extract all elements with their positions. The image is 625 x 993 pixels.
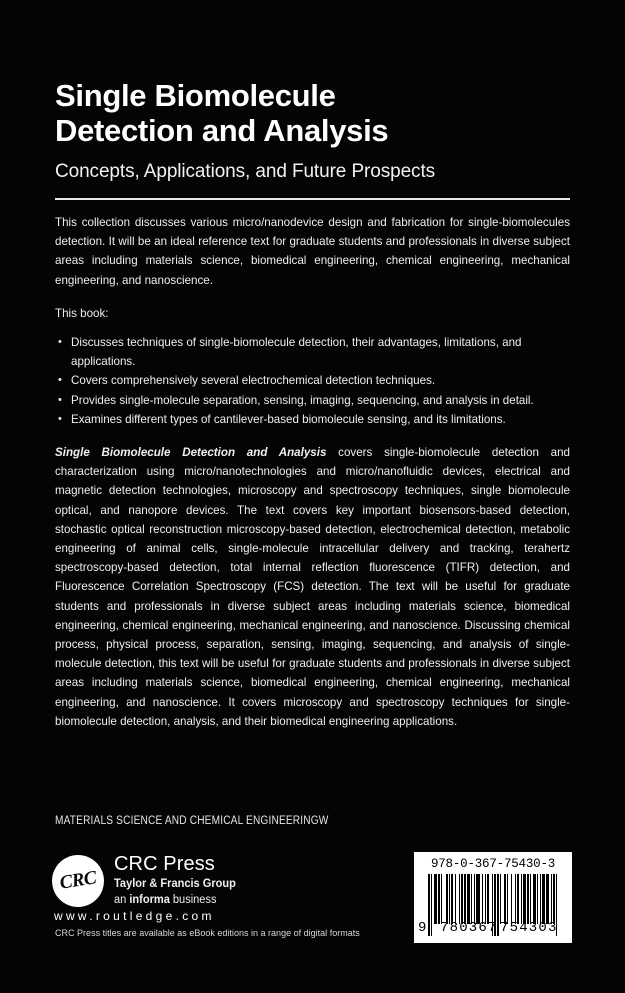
- description-lead-in: Single Biomolecule Detection and Analysis: [55, 446, 327, 460]
- title-divider: [55, 198, 570, 200]
- barcode-digits: [414, 920, 572, 940]
- barcode-bar: [533, 874, 536, 924]
- intro-paragraph: This collection discusses various micro/nanodevice design and fabrication for single-biomolecules detection. It will be an ideal reference text for graduate students and professionals in diverse subject areas including materials science, biomedical engineering, chemical engineering, mechanical engineering, and nanoscience.: [55, 216, 570, 287]
- barcode-bar: [504, 874, 506, 924]
- barcode-bar: [540, 874, 541, 924]
- blurb-area: [55, 213, 570, 731]
- publisher-website[interactable]: www.routledge.com: [54, 909, 215, 923]
- barcode-bar: [438, 874, 440, 924]
- barcode-bar: [485, 874, 486, 924]
- list-item: [55, 333, 570, 371]
- barcode-bar: [464, 874, 466, 924]
- list-item: [55, 391, 570, 410]
- title-line-1: Single Biomolecule: [55, 78, 336, 113]
- publisher-wordmark: [114, 853, 304, 907]
- barcode-bar: [471, 874, 472, 924]
- barcode-digit-left: 9: [418, 920, 427, 936]
- publisher-name: CRC Press: [114, 853, 215, 875]
- ebook-availability-note: CRC Press titles are available as eBook editions in a range of digital formats: [55, 928, 360, 939]
- cover-content: [55, 0, 570, 993]
- subtitle: Concepts, Applications, and Future Prospects: [55, 161, 436, 182]
- barcode-bar: [482, 874, 483, 924]
- isbn-barcode: [414, 852, 572, 943]
- barcode-bar: [517, 874, 519, 924]
- barcode-bar: [487, 874, 489, 924]
- bullet-icon: •: [58, 374, 62, 387]
- description-paragraph: [55, 443, 570, 731]
- barcode-bar: [515, 874, 516, 924]
- barcode-bar: [521, 874, 522, 924]
- barcode-bar: [527, 874, 529, 924]
- barcode-bar: [542, 874, 544, 924]
- barcode-bar: [455, 874, 456, 924]
- list-item-label: Covers comprehensively several electrochemical detection techniques.: [71, 374, 436, 388]
- barcode-bar: [553, 874, 555, 924]
- barcode-bar: [446, 874, 448, 924]
- barcode-bar: [459, 874, 460, 924]
- series-label: MATERIALS SCIENCE AND CHEMICAL ENGINEERINGW: [55, 815, 329, 827]
- bullet-icon: •: [58, 412, 62, 425]
- barcode-digit-group-2: 754303: [500, 920, 558, 936]
- page-title: [55, 78, 570, 148]
- publisher-logo: [52, 855, 302, 925]
- barcode-bar: [523, 874, 526, 924]
- barcode-bar: [476, 874, 479, 924]
- barcode-bar: [551, 874, 552, 924]
- barcode-bar: [434, 874, 437, 924]
- tagline-suffix: business: [169, 894, 217, 906]
- list-item-label: Discusses techniques of single-biomolecule detection, their advantages, limitations, and applications.: [71, 336, 522, 369]
- bullet-icon: •: [58, 336, 62, 349]
- list-item: [55, 371, 570, 390]
- barcode-bar: [511, 874, 512, 924]
- barcode-bar: [500, 874, 501, 924]
- barcode-bar: [441, 874, 442, 924]
- tagline-brand: informa: [129, 894, 170, 906]
- publisher-group: Taylor & Francis Group: [114, 878, 236, 890]
- title-block: [55, 78, 570, 200]
- feature-list: [55, 333, 570, 429]
- barcode-bars: [428, 874, 560, 924]
- crc-roundel-icon: [52, 855, 104, 907]
- isbn-number: 978-0-367-75430-3: [430, 857, 556, 871]
- list-item-label: Examines different types of cantilever-based biomolecule sensing, and its limitations.: [71, 412, 506, 426]
- list-heading: This book:: [55, 306, 109, 320]
- publisher-tagline: [114, 893, 296, 907]
- barcode-bar: [451, 874, 453, 924]
- barcode-bar: [546, 874, 549, 924]
- barcode-bar: [537, 874, 538, 924]
- tagline-prefix: an: [114, 894, 130, 906]
- barcode-bar: [474, 874, 475, 924]
- barcode-bar: [467, 874, 470, 924]
- description-body: covers single-biomolecule detection and characterization using micro/nanotechnologies and micro/nanofluidic devices, electrical and magnetic detection technologies, microscopy and spectroscopy techniques, single biomolecule optical, and nanopore devices. The text covers key important biosensors-based detection, stochastic optical reconstruction microscopy-based detection, electrochemical detection, metabolic engineering of animal cells, single-molecule intracellular delivery and tracking, terahertz spectroscopy-based detection, total internal reflection fluorescence (TIFR) detection, and Fluorescence Correlation Spectroscopy (FCS) detection. The text will be useful for graduate students and professionals in diverse subject areas including materials science, biomedical engineering, chemical engineering, mechanical engineering, and nanoscience. Discussing chemical process, physical process, separation, sensing, imaging, sequencing, and analysis of single-molecule detection, this text will be useful for graduate students and professionals in diverse subject areas including materials science, biomedical engineering, chemical engineering, mechanical engineering, and nanoscience. It covers microscopy and spectroscopy techniques for single-biomolecule detection, analysis, and their biomedical engineering applications.: [55, 446, 570, 728]
- barcode-bar: [507, 874, 508, 924]
- title-line-2: Detection and Analysis: [55, 113, 389, 148]
- barcode-digit-group-1: 780367: [440, 920, 498, 936]
- bullet-icon: •: [58, 393, 62, 406]
- list-item-label: Provides single-molecule separation, sensing, imaging, sequencing, and analysis in detail.: [71, 393, 534, 407]
- barcode-bar: [530, 874, 531, 924]
- barcode-bar: [461, 874, 463, 924]
- crc-monogram: CRC: [58, 867, 98, 894]
- list-item: [55, 410, 570, 429]
- barcode-bar: [449, 874, 450, 924]
